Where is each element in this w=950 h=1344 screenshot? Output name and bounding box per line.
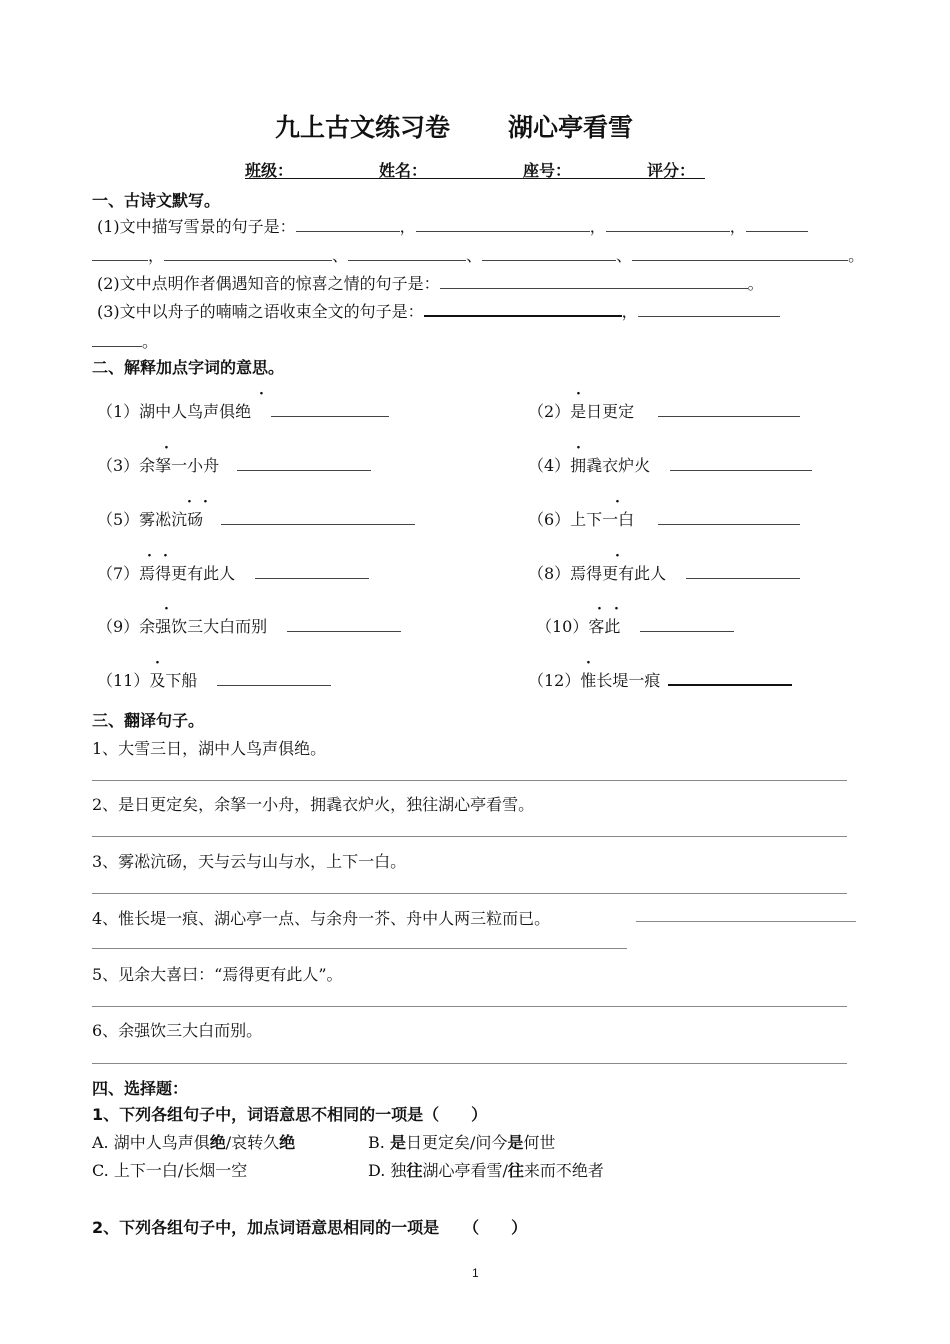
dictation-1: (1)文中描写雪景的句子是： ， ， ，: [97, 214, 808, 237]
answer-line[interactable]: [92, 948, 627, 949]
mcq-option-d[interactable]: D. 独往湖心亭看雪/往来而不绝者: [368, 1161, 604, 1180]
translation-sentence: 2、是日更定矣，余拏一小舟，拥毳衣炉火，独往湖心亭看雪。: [92, 795, 535, 814]
answer-blank[interactable]: [416, 217, 590, 232]
answer-line[interactable]: [92, 893, 847, 894]
seat-label: 座号：: [523, 161, 572, 180]
answer-line[interactable]: [92, 836, 847, 837]
vocab-item: （1）湖中人鸟声俱绝: [97, 399, 389, 422]
vocab-item: （6）上下一白: [528, 507, 800, 530]
mcq-option-a[interactable]: A. 湖中人鸟声俱绝/哀转久绝: [92, 1133, 296, 1152]
answer-blank[interactable]: [640, 617, 734, 632]
answer-blank[interactable]: [482, 246, 616, 261]
score-label: 评分：: [647, 161, 696, 180]
emphasis-dot: ·: [259, 386, 264, 402]
answer-blank[interactable]: [658, 402, 800, 417]
vocab-item: （8）焉得更有此人: [528, 561, 800, 584]
answer-blank[interactable]: [668, 670, 792, 686]
answer-blank[interactable]: [348, 246, 466, 261]
answer-blank[interactable]: [287, 617, 401, 632]
answer-blank[interactable]: [632, 246, 848, 261]
emphasis-dot: ·: [615, 494, 620, 510]
answer-blank[interactable]: [217, 671, 331, 686]
answer-blank[interactable]: [92, 332, 142, 347]
emphasis-dot: ·: [597, 601, 602, 617]
section-1-heading: 一、古诗文默写。: [92, 191, 221, 210]
name-label: 姓名：: [379, 161, 428, 180]
answer-line[interactable]: [92, 780, 847, 781]
answer-line[interactable]: [92, 1006, 847, 1007]
vocab-item: （4）拥毳衣炉火: [528, 453, 812, 476]
answer-blank[interactable]: [670, 456, 812, 471]
section-2-heading: 二、解释加点字词的意思。: [92, 358, 285, 377]
emphasis-dot: ·: [586, 655, 591, 671]
emphasis-dot: ·: [614, 601, 619, 617]
section-4-heading: 四、选择题：: [92, 1079, 189, 1098]
emphasis-dot: ·: [187, 494, 192, 510]
answer-blank[interactable]: [686, 564, 800, 579]
answer-blank[interactable]: [237, 456, 371, 471]
emphasis-dot: ·: [163, 548, 168, 564]
vocab-item: （12）惟长堤一痕: [528, 668, 792, 691]
dictation-3: (3)文中以舟子的喃喃之语收束全文的句子是： ，: [97, 299, 780, 322]
dictation-1-cont: ， 、 、 、 。: [92, 243, 864, 266]
title-main: 九上古文练习卷: [275, 113, 451, 142]
answer-blank[interactable]: [424, 301, 622, 317]
emphasis-dot: ·: [615, 548, 620, 564]
mcq-option-c[interactable]: C. 上下一白/长烟一空: [92, 1161, 248, 1180]
vocab-item: （3）余拏一小舟: [97, 453, 371, 476]
emphasis-dot: ·: [164, 601, 169, 617]
answer-blank[interactable]: [638, 302, 780, 317]
class-label: 班级：: [245, 161, 294, 180]
mcq-question-1: 1、下列各组句子中，词语意思不相同的一项是（ ）: [92, 1105, 488, 1124]
answer-blank[interactable]: [440, 274, 748, 289]
vocab-item: （5）雾凇沆砀: [97, 507, 415, 530]
answer-blank[interactable]: [255, 564, 369, 579]
title-sub: 湖心亭看雪: [508, 113, 634, 142]
answer-blank[interactable]: [221, 510, 415, 525]
answer-blank[interactable]: [92, 246, 148, 261]
student-info-row: [245, 158, 705, 179]
section-3-heading: 三、翻译句子。: [92, 711, 205, 730]
translation-sentence: 3、雾凇沆砀，天与云与山与水，上下一白。: [92, 852, 407, 871]
translation-sentence: 4、惟长堤一痕、湖心亭一点、与余舟一芥、舟中人两三粒而已。: [92, 909, 551, 928]
translation-sentence: 1、大雪三日，湖中人鸟声俱绝。: [92, 739, 327, 758]
translation-sentence: 5、见余大喜曰：“焉得更有此人”。: [92, 965, 343, 984]
emphasis-dot: ·: [203, 494, 208, 510]
page-number: 1: [472, 1266, 479, 1280]
page-title: [275, 108, 633, 144]
emphasis-dot: ·: [155, 655, 160, 671]
vocab-item: （10）客此: [536, 614, 734, 637]
answer-blank[interactable]: [658, 510, 800, 525]
translation-sentence: 6、余强饮三大白而别。: [92, 1021, 263, 1040]
dictation-3-cont: 。: [92, 329, 158, 352]
vocab-item: （9）余强饮三大白而别: [97, 614, 401, 637]
answer-blank[interactable]: [746, 217, 808, 232]
mcq-question-2: 2、下列各组句子中，加点词语意思相同的一项是 （ ）: [92, 1218, 528, 1237]
vocab-item: （2）是日更定: [528, 399, 800, 422]
emphasis-dot: ·: [164, 440, 169, 456]
mcq-option-b[interactable]: B. 是日更定矣/问今是何世: [368, 1133, 556, 1152]
emphasis-dot: ·: [576, 386, 581, 402]
answer-line[interactable]: [636, 921, 856, 922]
vocab-item: （7）焉得更有此人: [97, 561, 369, 584]
emphasis-dot: ·: [576, 440, 581, 456]
emphasis-dot: ·: [147, 548, 152, 564]
answer-blank[interactable]: [296, 217, 400, 232]
answer-blank[interactable]: [164, 246, 332, 261]
answer-line[interactable]: [92, 1063, 847, 1064]
dictation-2: (2)文中点明作者偶遇知音的惊喜之情的句子是： 。: [97, 274, 764, 293]
answer-blank[interactable]: [271, 402, 389, 417]
vocab-item: （11）及下船: [97, 668, 331, 691]
answer-blank[interactable]: [606, 217, 730, 232]
